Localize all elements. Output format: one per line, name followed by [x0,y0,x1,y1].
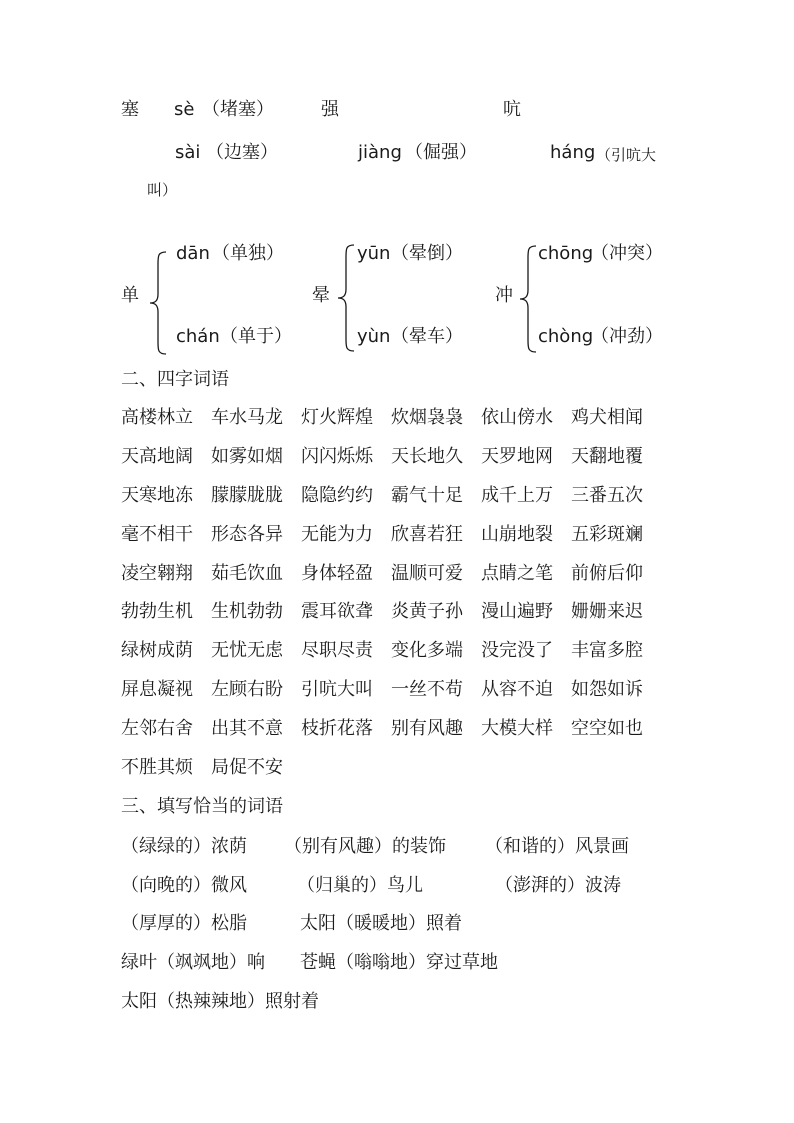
polyphone-char: 强 [321,99,339,120]
idiom-item: 不胜其烦 [121,757,193,778]
pinyin: sài [175,142,201,163]
idiom-item: 鸡犬相闻 [571,407,643,428]
brace-icon [518,244,540,354]
phrase-item: 太阳（热辣辣地）照射着 [121,991,319,1012]
idiom-item: 勃勃生机 [121,601,193,622]
idiom-item: 丰富多腔 [571,640,643,661]
idiom-row [121,523,661,547]
idiom-item: 炎黄子孙 [391,601,463,622]
idiom-item: 绿树成荫 [121,640,193,661]
phrase-item: （绿绿的）浓荫 [121,836,247,857]
idiom-row [121,639,661,663]
idiom-item: 无忧无虑 [211,640,283,661]
example-word: （晕车） [391,326,463,347]
phrase-item: （归巢的）鸟儿 [297,875,423,896]
phrase-item: （和谐的）风景画 [485,836,629,857]
idiom-item: 点睛之笔 [481,563,553,584]
section-heading-idioms: 二、四字词语 [121,369,229,390]
polyphone-char: 晕 [312,285,330,306]
idiom-item: 屏息凝视 [121,679,193,700]
phrase-item: 太阳（暖暖地）照着 [300,913,462,934]
idiom-item: 毫不相干 [121,524,193,545]
example-word: （引吭大 [596,146,657,164]
example-word: （边塞） [206,142,278,163]
idiom-item: 震耳欲聋 [301,601,373,622]
pinyin: háng [550,142,596,163]
idiom-item: 无能为力 [301,524,373,545]
idiom-row [121,445,661,469]
idiom-item: 左邻右舍 [121,718,193,739]
idiom-item: 左顾右盼 [211,679,283,700]
idiom-item: 山崩地裂 [481,524,553,545]
idiom-item: 如怨如诉 [571,679,643,700]
idiom-item: 三番五次 [571,485,643,506]
pinyin: chán [176,326,220,347]
idiom-item: 身体轻盈 [301,563,373,584]
idiom-item: 天罗地网 [481,446,553,467]
idiom-item: 茹毛饮血 [211,563,283,584]
example-word: （单于） [220,326,292,347]
pinyin: dān [176,243,210,264]
idiom-item: 尽职尽责 [301,640,373,661]
idiom-row [121,717,661,741]
idiom-row [121,678,661,702]
phrase-item: （别有风趣）的装饰 [284,836,446,857]
idiom-row [121,600,661,624]
idiom-item: 霸气十足 [391,485,463,506]
idiom-item: 五彩斑斓 [571,524,643,545]
idiom-item: 局促不安 [211,757,283,778]
idiom-item: 成千上万 [481,485,553,506]
section-heading-fill-words: 三、填写恰当的词语 [121,796,283,817]
idiom-item: 没完没了 [481,640,553,661]
idiom-item: 温顺可爱 [391,563,463,584]
phrase-item: （澎湃的）波涛 [495,875,621,896]
idiom-item: 高楼林立 [121,407,193,428]
idiom-item: 出其不意 [211,718,283,739]
idiom-item: 天寒地冻 [121,485,193,506]
idiom-item: 天长地久 [391,446,463,467]
idiom-item: 天高地阔 [121,446,193,467]
pinyin: sè [174,99,195,120]
example-word: （冲劲） [591,326,663,347]
idiom-item: 朦朦胧胧 [211,485,283,506]
idiom-item: 空空如也 [571,718,643,739]
polyphone-char: 塞 [121,99,139,120]
idiom-item: 从容不迫 [481,679,553,700]
polyphone-char: 单 [121,285,139,306]
example-word: （堵塞） [202,99,274,120]
idiom-item: 欣喜若狂 [391,524,463,545]
idiom-row [121,562,661,586]
idiom-item: 天翻地覆 [571,446,643,467]
idiom-row [121,484,661,508]
idiom-row [121,406,661,430]
idiom-item: 隐隐约约 [301,485,373,506]
phrase-item: （厚厚的）松脂 [121,913,247,934]
idiom-item: 灯火辉煌 [301,407,373,428]
brace-icon [148,250,170,356]
polyphone-char: 冲 [495,285,513,306]
idiom-item: 如雾如烟 [211,446,283,467]
idiom-item: 枝折花落 [301,718,373,739]
pinyin: chōng [538,243,594,264]
example-word: （冲突） [591,243,663,264]
pinyin: jiàng [358,142,402,163]
brace-icon [336,243,358,353]
phrase-item: （向晚的）微风 [121,875,247,896]
example-word: （倔强） [405,142,477,163]
phrase-item: 绿叶（飒飒地）响 [121,952,265,973]
idiom-item: 一丝不苟 [391,679,463,700]
idiom-item: 形态各异 [211,524,283,545]
idiom-item: 凌空翱翔 [121,563,193,584]
example-word: （单独） [212,243,284,264]
pinyin: chòng [538,326,594,347]
polyphone-char: 吭 [503,99,521,120]
idiom-item: 车水马龙 [211,407,283,428]
idiom-item: 炊烟袅袅 [391,407,463,428]
idiom-item: 别有风趣 [391,718,463,739]
pinyin: yùn [357,326,391,347]
idiom-item: 变化多端 [391,640,463,661]
phrase-item: 苍蝇（嗡嗡地）穿过草地 [300,952,498,973]
idiom-item: 大模大样 [481,718,553,739]
example-word: （晕倒） [391,243,463,264]
idiom-item: 引吭大叫 [301,679,373,700]
idiom-item: 依山傍水 [481,407,553,428]
idiom-item: 前俯后仰 [571,563,643,584]
pinyin: yūn [357,243,391,264]
idiom-item: 姗姗来迟 [571,601,643,622]
idiom-row [121,756,301,780]
example-word-continued: 叫） [147,181,178,199]
idiom-item: 闪闪烁烁 [301,446,373,467]
idiom-item: 生机勃勃 [211,601,283,622]
idiom-item: 漫山遍野 [481,601,553,622]
